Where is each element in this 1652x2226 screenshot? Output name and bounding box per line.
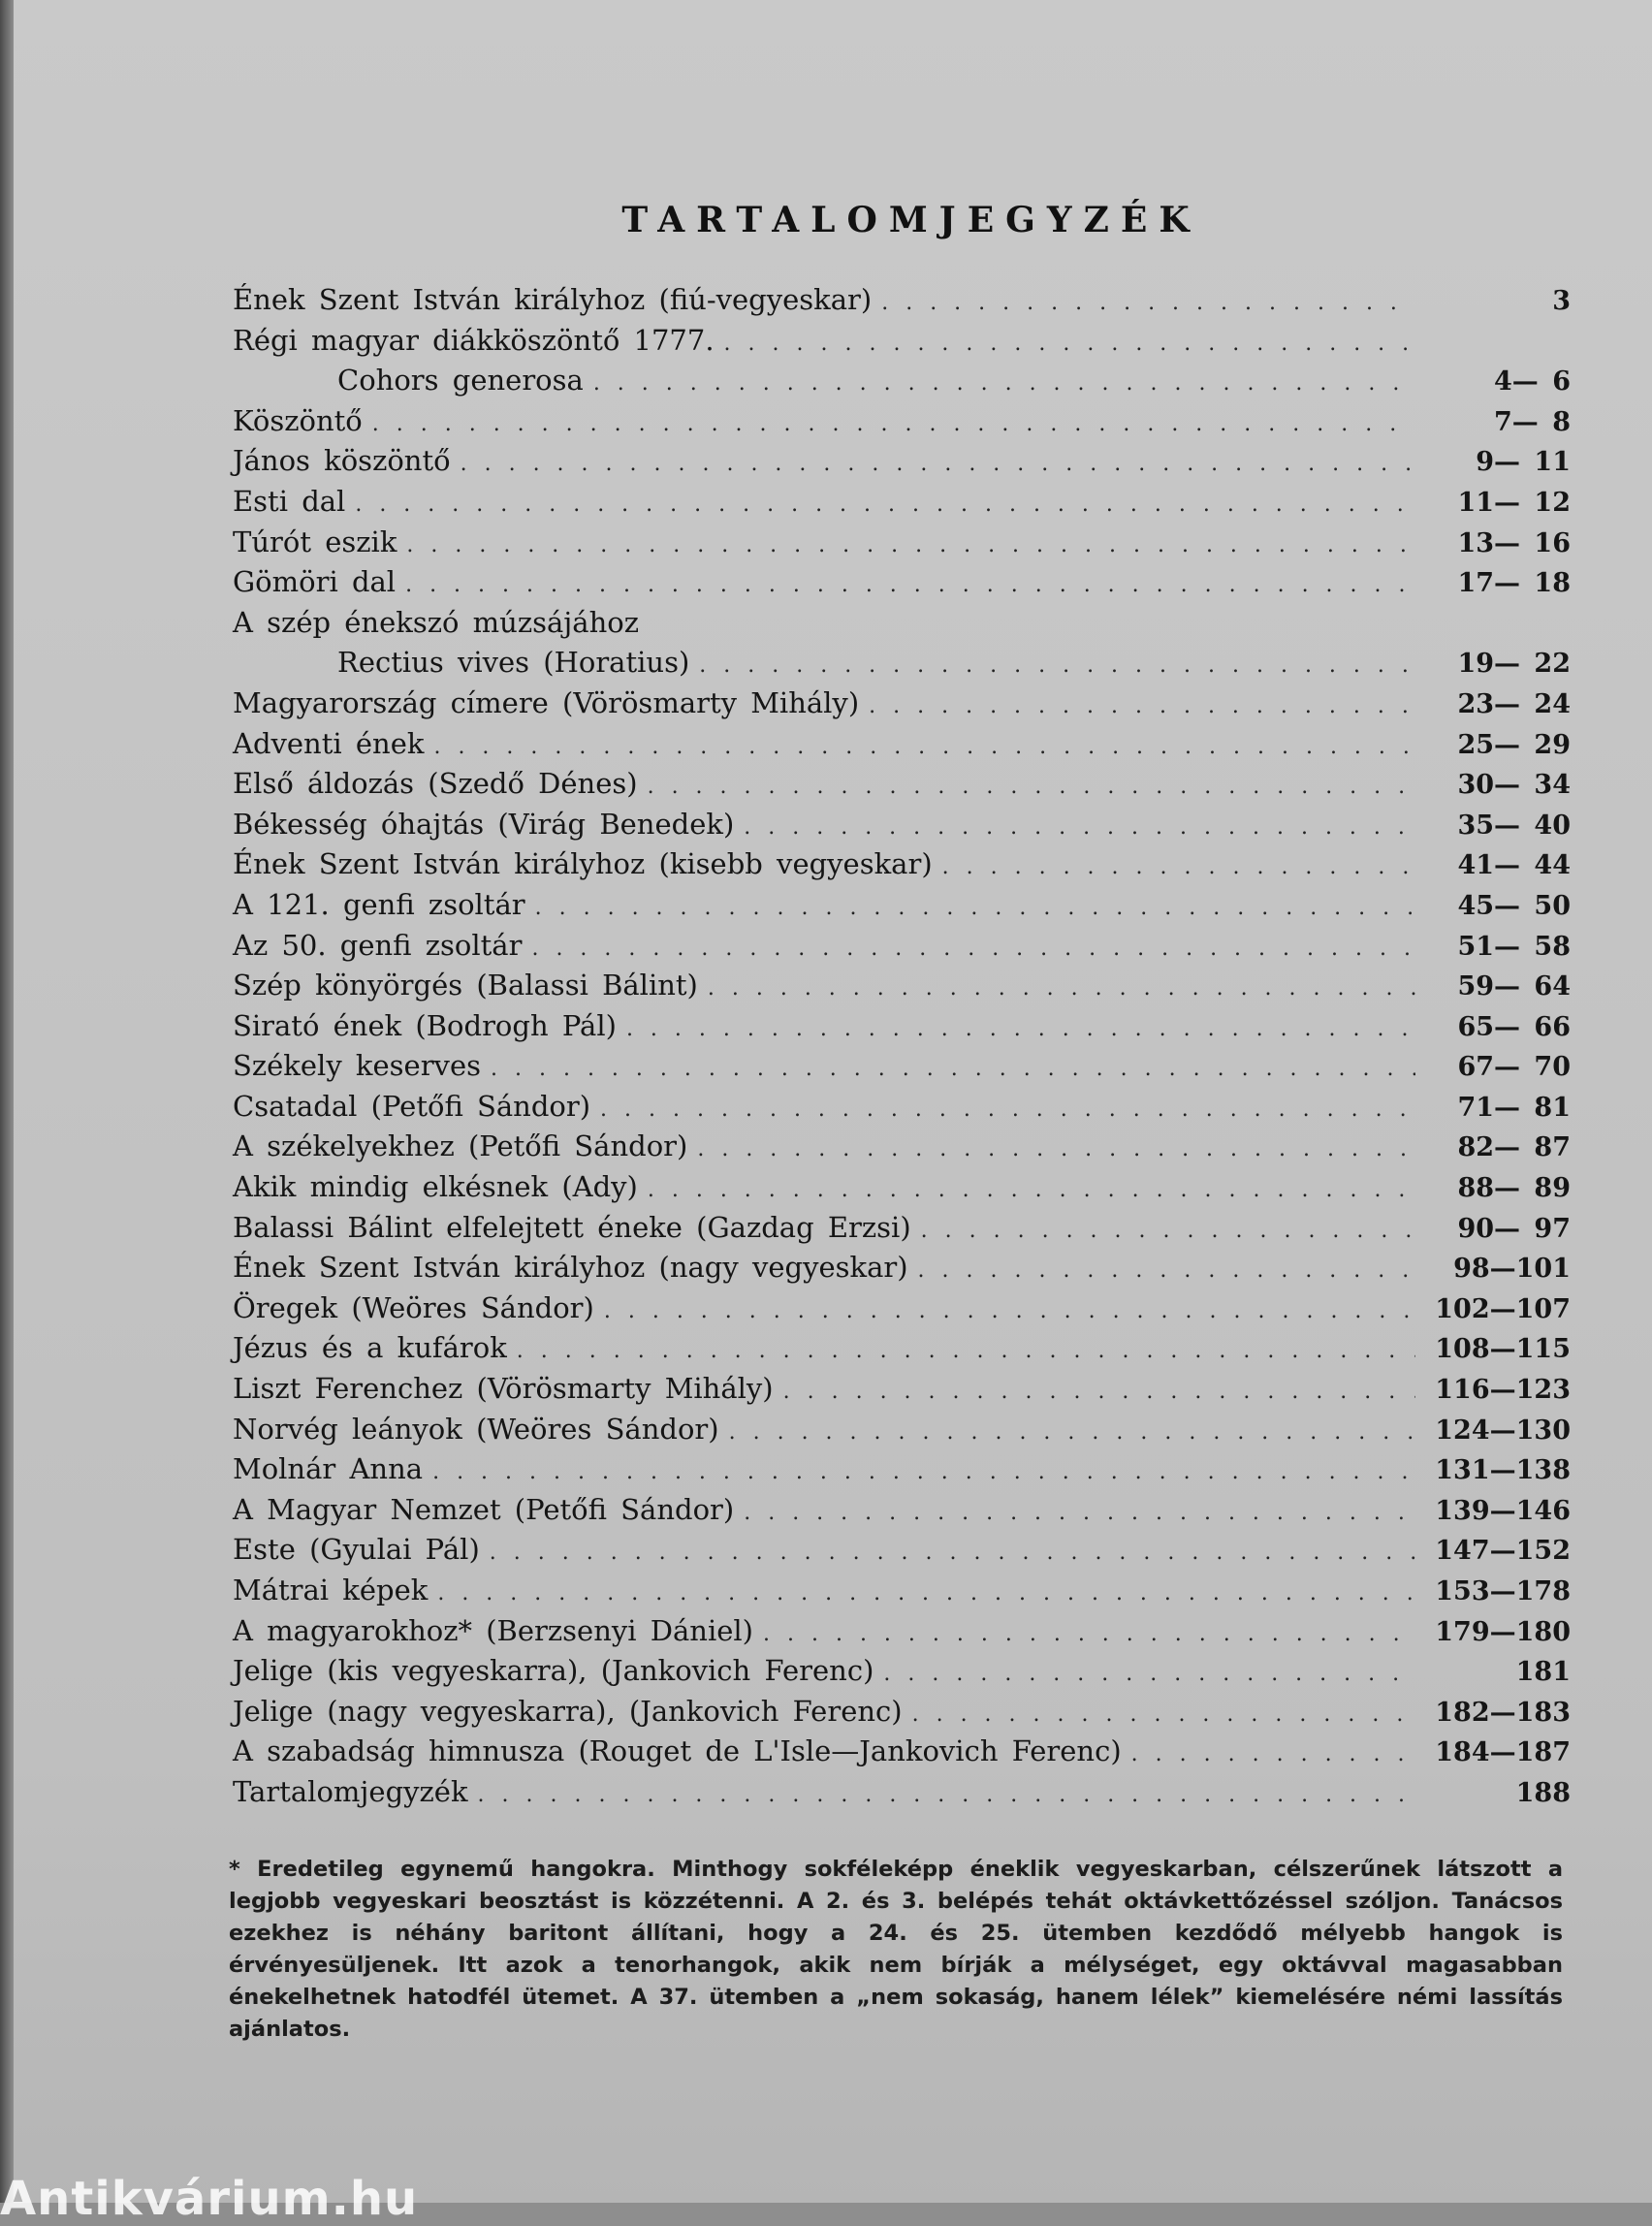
toc-entry-pages: 67— 70: [1457, 1052, 1571, 1083]
toc-entry-title: Túrót eszik: [233, 525, 397, 558]
toc-entry-title: János köszöntő: [233, 444, 451, 478]
toc-entry-title: Mátrai képek: [233, 1574, 429, 1606]
dot-leader: [744, 815, 1415, 840]
toc-entry-pages: 17— 18: [1457, 568, 1571, 599]
toc-entry-pages: 11— 12: [1457, 487, 1571, 518]
toc-entry-title: Jelige (kis vegyeskarra), (Jankovich Ferenc): [233, 1654, 874, 1688]
dot-leader: [1131, 1742, 1415, 1766]
toc-entry: [233, 1734, 1571, 1775]
toc-entry-pages: 25— 29: [1457, 729, 1571, 760]
toc-entry-pages: 13— 16: [1457, 527, 1571, 558]
toc-entry-pages: 51— 58: [1457, 931, 1571, 962]
toc-entry-pages: 184—187: [1435, 1737, 1571, 1768]
dot-leader: [869, 694, 1415, 718]
toc-entry-pages: 41— 44: [1457, 850, 1571, 881]
toc-entry: [233, 1452, 1571, 1493]
toc-entry: [233, 1090, 1571, 1130]
dot-leader: [912, 1702, 1415, 1727]
toc-entry-pages: 181: [1515, 1657, 1571, 1688]
toc-entry-title: Békesség óhajtás (Virág Benedek): [233, 807, 735, 841]
page-title: TARTALOMJEGYZÉK: [621, 200, 1201, 240]
toc-entry: [233, 324, 1571, 365]
toc-entry: [233, 1654, 1571, 1695]
toc-entry: [233, 686, 1571, 727]
toc-entry-title: A 121. genfi zsoltár: [233, 887, 525, 921]
toc-entry-title: Gömöri dal: [233, 565, 397, 599]
toc-entry: [233, 283, 1571, 324]
toc-entry: [233, 1413, 1571, 1453]
dot-leader: [600, 1097, 1415, 1122]
dot-leader: [490, 1541, 1415, 1565]
dot-leader: [881, 291, 1415, 315]
dot-leader: [763, 1622, 1415, 1646]
toc-entry-title: A székelyekhez (Petőfi Sándor): [233, 1129, 688, 1163]
toc-entry: [233, 1775, 1571, 1816]
toc-entry-title: Cohors generosa: [337, 364, 584, 398]
toc-entry: [233, 1129, 1571, 1170]
dot-leader: [724, 332, 1415, 356]
toc-entry: [233, 767, 1571, 808]
toc-entry-pages: 131—138: [1435, 1455, 1571, 1486]
toc-entry: [233, 444, 1571, 485]
toc-entry-title: Az 50. genfi zsoltár: [233, 928, 523, 962]
toc-entry-title: Jézus és a kufárok: [233, 1331, 507, 1365]
toc-entry-title: A szabadság himnusza (Rouget de L'Isle—Jankovich Ferenc): [233, 1734, 1122, 1768]
toc-entry: [233, 847, 1571, 888]
dot-leader: [432, 1460, 1415, 1484]
toc-entry-title: Szép könyörgés (Balassi Bálint): [233, 969, 698, 1002]
toc-entry: [233, 485, 1571, 525]
toc-entry-pages: 124—130: [1435, 1415, 1571, 1446]
toc-entry: [233, 727, 1571, 768]
toc-entry-pages: 108—115: [1435, 1334, 1571, 1365]
dot-leader: [883, 1662, 1415, 1686]
toc-entry-title: Jelige (nagy vegyeskarra), (Jankovich Ferenc): [233, 1694, 903, 1728]
toc-entry: [233, 1251, 1571, 1291]
dot-leader: [921, 1219, 1415, 1243]
toc-entry-title: Ének Szent István királyhoz (nagy vegyeskar): [233, 1251, 908, 1285]
dot-leader: [699, 653, 1415, 678]
toc-entry-title: Este (Gyulai Pál): [233, 1533, 480, 1567]
toc-entry-title: Balassi Bálint elfelejtett éneke (Gazdag Erzsi): [233, 1210, 911, 1244]
toc-entry-pages: 147—152: [1435, 1536, 1571, 1567]
dot-leader: [437, 1581, 1415, 1606]
toc-entry-title: Köszöntő: [233, 403, 363, 437]
toc-entry-title: Első áldozás (Szedő Dénes): [233, 767, 638, 801]
book-spine-shadow: [0, 0, 14, 2203]
toc-entry: [233, 969, 1571, 1009]
dot-leader: [406, 533, 1415, 557]
toc-entry-title: Tartalomjegyzék: [233, 1774, 468, 1808]
dot-leader: [372, 412, 1415, 436]
toc-entry-title: Adventi ének: [233, 726, 425, 760]
dot-leader: [648, 775, 1415, 799]
toc-entry-title: Székely keserves: [233, 1049, 481, 1083]
toc-entry-pages: 82— 87: [1457, 1132, 1571, 1163]
dot-leader: [918, 1258, 1415, 1283]
dot-leader: [697, 1137, 1415, 1161]
dot-leader: [405, 573, 1415, 597]
toc-entry-pages: 4— 6: [1494, 366, 1571, 398]
toc-entry-title: A Magyar Nemzet (Petőfi Sándor): [233, 1492, 735, 1526]
toc-entry: [233, 1009, 1571, 1050]
toc-entry-title: Régi magyar diákköszöntő 1777.: [233, 323, 715, 357]
toc-entry-pages: 179—180: [1435, 1616, 1571, 1647]
toc-entry-pages: 153—178: [1435, 1576, 1571, 1606]
toc-entry: [233, 1211, 1571, 1252]
dot-leader: [355, 493, 1415, 517]
toc-entry-pages: 35— 40: [1457, 810, 1571, 841]
dot-leader: [626, 1017, 1415, 1041]
toc-entry: [233, 1170, 1571, 1211]
toc-entry-title: Sirató ének (Bodrogh Pál): [233, 1008, 617, 1042]
toc-entry-pages: 19— 22: [1457, 649, 1571, 680]
toc-entry: [233, 364, 1571, 404]
toc-entry-title: Ének Szent István királyhoz (fiú-vegyeskar): [233, 283, 873, 316]
dot-leader: [648, 1178, 1415, 1202]
toc-entry-pages: 9— 11: [1476, 447, 1571, 478]
dot-leader: [593, 371, 1415, 396]
toc-entry-pages: 30— 34: [1457, 770, 1571, 801]
toc-entry-title: Molnár Anna: [233, 1452, 424, 1486]
toc-entry-pages: 23— 24: [1457, 688, 1571, 719]
dot-leader: [783, 1380, 1415, 1404]
toc-entry-title: Akik mindig elkésnek (Ady): [233, 1170, 638, 1204]
dot-leader: [535, 896, 1415, 920]
toc-entry-pages: 3: [1552, 286, 1571, 316]
toc-entry-title: Ének Szent István királyhoz (kisebb vegyeskar): [233, 847, 933, 881]
dot-leader: [744, 1501, 1415, 1525]
toc-entry-pages: 45— 50: [1457, 890, 1571, 921]
footnote: [229, 1854, 1563, 2046]
dot-leader: [604, 1299, 1415, 1323]
toc-entry: [233, 1372, 1571, 1413]
toc-entry: [233, 808, 1571, 848]
toc-entry-pages: 139—146: [1435, 1495, 1571, 1526]
toc-entry-title: Csatadal (Petőfi Sándor): [233, 1089, 591, 1123]
toc-entry-title: Liszt Ferenchez (Vörösmarty Mihály): [233, 1372, 774, 1406]
dot-leader: [531, 937, 1415, 961]
toc-entry-pages: 102—107: [1435, 1293, 1571, 1324]
dot-leader: [433, 735, 1415, 759]
toc-entry-pages: 88— 89: [1457, 1173, 1571, 1204]
footnote-text: * Eredetileg egynemű hangokra. Minthogy sokféleképp éneklik vegyeskarban, célszerűnek látszott a legjobb vegyeskari beosztást is közzétenni. A 2. és 3. belépés tehát oktávkettőzéssel szóljon. Tanácsos ezekhez is néhány baritont állítani, hogy a 24. és 25. ütemben kezdődő mélyebb hangok is érvényesüljenek. Itt azok a tenorhangok, akik nem bírják a mélységet, egy oktávval magasabban énekelhetnek hatodfél ütemet. A 37. ütemben a „nem sokaság, hanem lélek” kiemelésére némi lassítás ajánlatos.: [229, 1857, 1563, 2042]
toc-entry: [233, 525, 1571, 566]
dot-leader: [708, 976, 1415, 1001]
toc-entry: [233, 1533, 1571, 1574]
toc-entry: [233, 1614, 1571, 1655]
toc-entry-title: A magyarokhoz* (Berzsenyi Dániel): [233, 1613, 753, 1647]
toc-entry: [233, 929, 1571, 970]
toc-entry: [233, 646, 1571, 686]
toc-entry-pages: 98—101: [1453, 1254, 1571, 1285]
toc-entry: [233, 1493, 1571, 1534]
toc-entry-pages: 182—183: [1435, 1697, 1571, 1728]
table-of-contents: [233, 283, 1571, 1816]
dot-leader: [517, 1339, 1415, 1363]
toc-entry-pages: 59— 64: [1457, 971, 1571, 1002]
toc-entry-pages: 65— 66: [1457, 1011, 1571, 1042]
toc-entry: [233, 1574, 1571, 1614]
toc-entry: [233, 1291, 1571, 1332]
toc-entry: [233, 565, 1571, 606]
dot-leader: [729, 1420, 1415, 1445]
dot-leader: [461, 452, 1415, 476]
toc-entry-pages: 71— 81: [1457, 1092, 1571, 1123]
toc-entry-title: Öregek (Weöres Sándor): [233, 1290, 594, 1324]
toc-entry-title: A szép énekszó múzsájához: [233, 605, 640, 639]
toc-entry-title: Magyarország címere (Vörösmarty Mihály): [233, 685, 860, 719]
toc-entry: [233, 404, 1571, 445]
toc-entry: [233, 1049, 1571, 1090]
watermark: Antikvárium.hu: [0, 2172, 419, 2226]
toc-entry-title: Rectius vives (Horatius): [337, 646, 690, 680]
toc-entry-title: Norvég leányok (Weöres Sándor): [233, 1412, 719, 1446]
toc-entry-pages: 188: [1515, 1777, 1571, 1808]
toc-entry: [233, 888, 1571, 929]
toc-entry: [233, 606, 1571, 647]
toc-entry-title: Esti dal: [233, 484, 346, 518]
dot-leader: [491, 1057, 1415, 1081]
toc-entry: [233, 1695, 1571, 1735]
toc-entry-pages: 116—123: [1435, 1375, 1571, 1406]
toc-entry: [233, 1331, 1571, 1372]
dot-leader: [942, 855, 1415, 879]
dot-leader: [478, 1783, 1415, 1807]
toc-entry-pages: 90— 97: [1457, 1213, 1571, 1244]
toc-entry-pages: 7— 8: [1494, 406, 1571, 437]
